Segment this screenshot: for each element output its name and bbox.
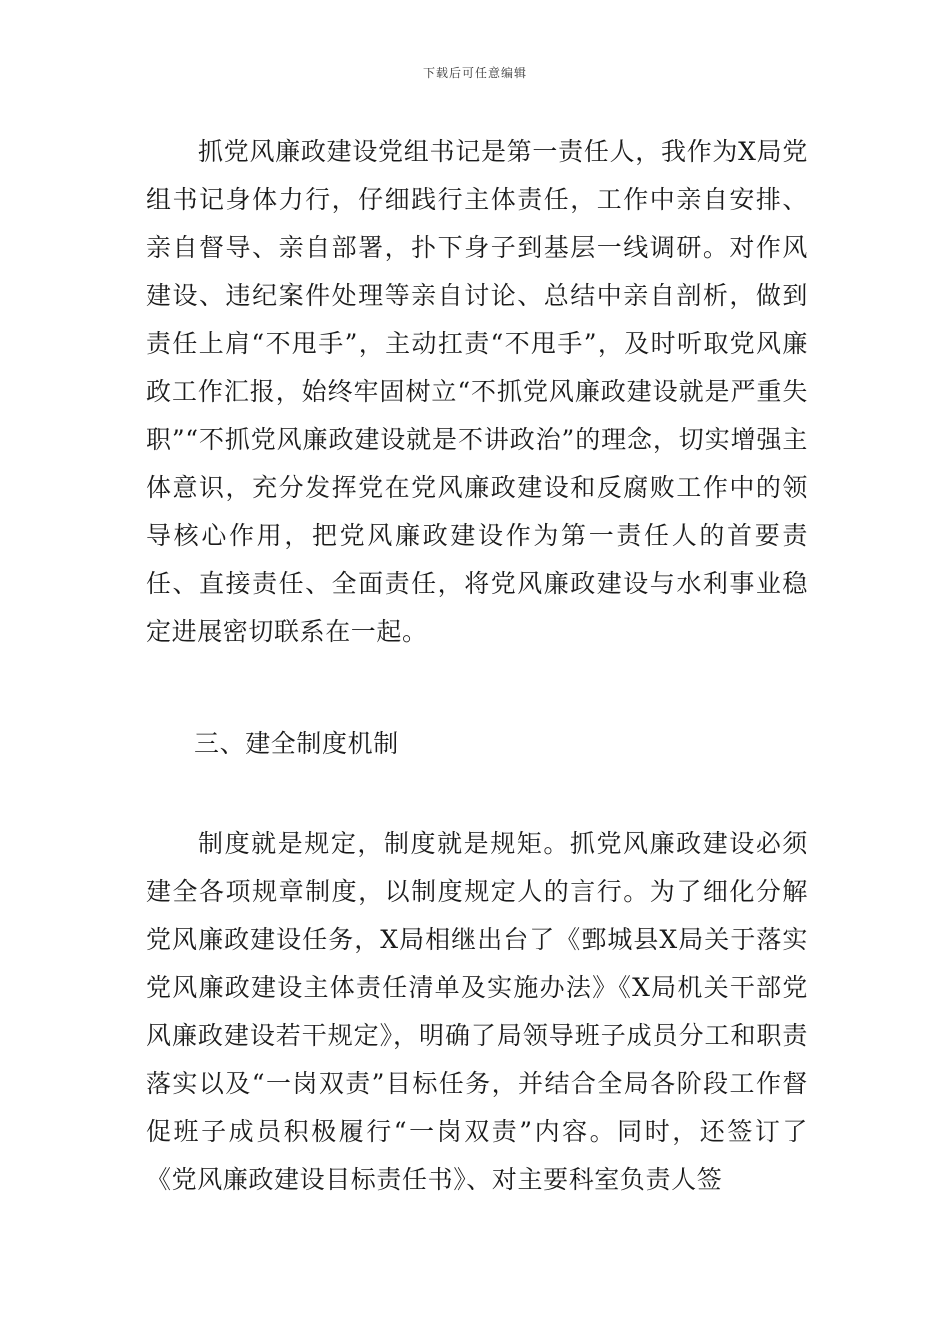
body-section-1 — [146, 128, 808, 656]
paragraph-party-responsibility: 抓党风廉政建设党组书记是第一责任人，我作为X局党组书记身体力行，仔细践行主体责任，工作中亲自安排、亲自督导、亲自部署，扑下身子到基层一线调研。对作风建设、违纪案件处理等亲自讨论、总结中亲自剖析，做到责任上肩“不甩手”，主动扛责“不甩手”，及时听取党风廉政工作汇报，始终牢固树立“不抓党风廉政建设就是严重失职”“不抓党风廉政建设就是不讲政治”的理念，切实增强主体意识，充分发挥党在党风廉政建设和反腐败工作中的领导核心作用，把党风廉政建设作为第一责任人的首要责任、直接责任、全面责任，将党风廉政建设与水利事业稳定进展密切联系在一起。 — [146, 137, 808, 646]
paragraph-institutional-rules: 制度就是规定，制度就是规矩。抓党风廉政建设必须建全各项规章制度，以制度规定人的言行。为了细化分解党风廉政建设任务，X局相继出台了《鄄城县X局关于落实党风廉政建设主体责任清单及实施办法》《X局机关干部党风廉政建设若干规定》，明确了局领导班子成员分工和职责落实以及“一岗双责”目标任务，并结合全局各阶段工作督促班子成员积极履行“一岗双责”内容。同时，还签订了《党风廉政建设目标责任书》、对主要科室负责人签 — [146, 829, 808, 1194]
section-heading-block — [146, 720, 808, 768]
body-section-2 — [146, 820, 808, 1204]
header-note: 下载后可任意编辑 — [422, 66, 527, 80]
section-heading: 三、建全制度机制 — [194, 729, 399, 758]
